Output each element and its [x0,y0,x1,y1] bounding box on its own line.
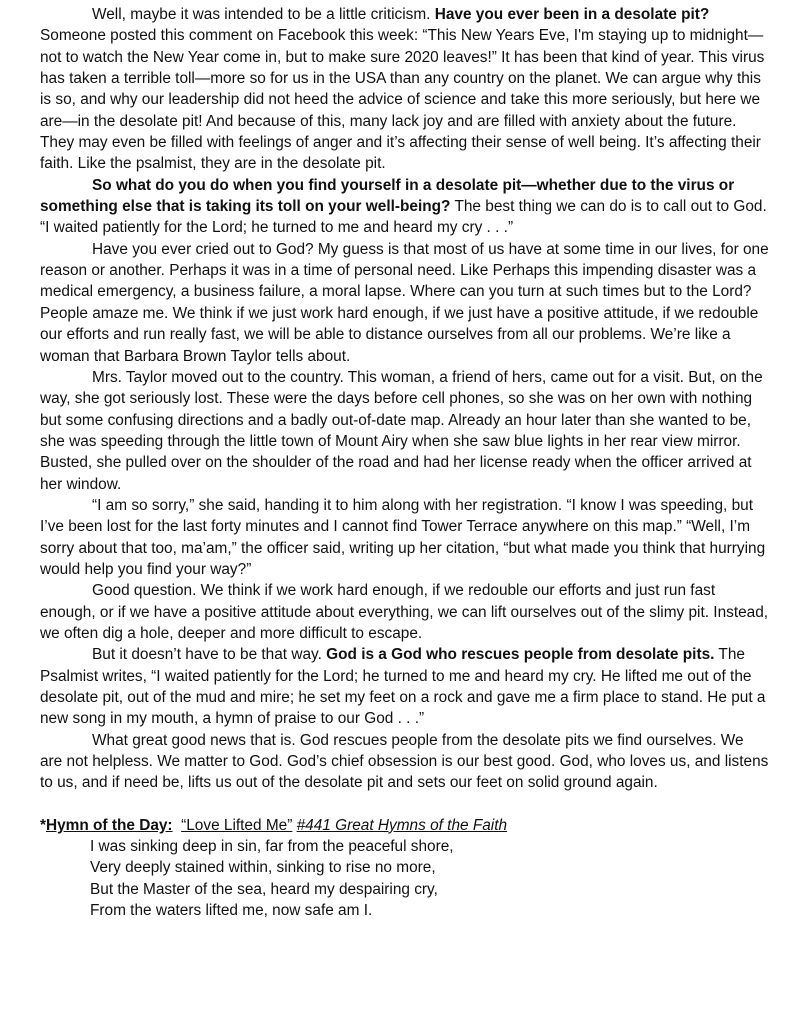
hymn-star: * [40,816,46,834]
paragraph-7 [40,644,770,729]
document-page [40,4,770,921]
text-segment: But it doesn’t have to be that way. [92,646,327,664]
paragraph-1 [40,4,770,175]
text-segment: Mrs. Taylor moved out to the country. This woman, a friend of hers, came out for a visit. But, on the way, she got seriously lost. These were the days before cell phones, so she was on her own with nothing but some confusing directions and a badly out-of-date map. Already an hour later than she wanted to be, she was speeding through the little town of Mount Airy when she saw blue lights in her rear view mirror. Busted, she pulled over on the shoulder of the road and had her license ready when the officer arrived at her window. [40,368,763,493]
text-segment: “I am so sorry,” she said, handing it to him along with her registration. “I know I was speeding, but I’ve been lost for the last forty minutes and I cannot find Tower Terrace anywhere on this map.” “Well, I’m sorry about that too, ma’am,” the officer said, writing up her citation, “but what made you think that hurrying would help you find your way?” [40,496,766,578]
paragraph-5 [40,495,770,580]
hymn-line-1: I was sinking deep in sin, far from the peaceful shore, [90,838,454,856]
section-gap [40,794,770,815]
paragraph-8 [40,730,770,794]
text-segment: The best thing we can do is to call out to God. “I waited patiently for the Lord; he turned to me and heard my cry . . .” [40,198,767,237]
hymn-title: “Love Lifted Me” [181,816,293,834]
text-segment: Good question. We think if we work hard enough, if we redouble our efforts and just run fast enough, or if we have a positive attitude about everything, we can lift ourselves out of the slimy pit. Instead, we often dig a hole, deeper and more difficult to escape. [40,582,769,642]
text-segment: Someone posted this comment on Facebook this week: “This New Years Eve, I'm staying up to midnight—not to watch the New Year come in, but to make sure 2020 leaves!” It has been that kind of year. This virus has taken a terrible toll—more so for us in the USA than any country on the planet. We can argue why this is so, and why our leadership did not heed the advice of science and take this more seriously, but here we are—in the desolate pit! And because of this, many lack joy and are filled with anxiety about the future. They may even be filled with feelings of anger and it’s affecting their sense of well being. It’s affecting their faith. Like the psalmist, they are in the desolate pit. [40,27,765,173]
hymn-line-4: From the waters lifted me, now safe am I. [90,902,373,920]
text-segment: The Psalmist writes, “I waited patiently for the Lord; he turned to me and heard my cry. He lifted me out of the desolate pit, out of the mud and mire; he set my feet on a rock and gave me a firm place to stand. He put a new song in my mouth, a hymn of praise to our God . . .” [40,646,766,728]
paragraph-4 [40,367,770,495]
hymn-label: Hymn of the Day: [46,816,173,834]
paragraph-3 [40,239,770,367]
hymn-line-2: Very deeply stained within, sinking to rise no more, [90,859,436,877]
bold-question: Have you ever been in a desolate pit? [434,6,710,23]
text-segment: Well, maybe it was intended to be a little criticism. [92,6,435,23]
hymn-line-3: But the Master of the sea, heard my despairing cry, [90,880,438,898]
bold-statement: God is a God who rescues people from desolate pits. [326,646,715,664]
hymn-heading [40,815,770,836]
text-segment: Have you ever cried out to God? My guess is that most of us have at some time in our lives, for one reason or another. Perhaps it was in a time of personal need. Like Perhaps this impending disaster was a medical emergency, a business failure, a moral lapse. Where can you turn at such times but to the Lord? People amaze me. We think if we just work hard enough, if we just have a positive attitude, if we redouble our efforts and run really fast, we will be able to distance ourselves from all our problems. We’re like a woman that Barbara Brown Taylor tells about. [40,240,769,365]
hymn-number-book: #441 Great Hymns of the Faith [296,816,508,834]
paragraph-6 [40,580,770,644]
text-segment: What great good news that is. God rescues people from the desolate pits we find ourselves. We are not helpless. We matter to God. God’s chief obsession is our best good. God, who loves us, and listens to us, and if need be, lifts us out of the desolate pit and sets our feet on solid ground again. [40,731,769,792]
paragraph-2 [40,175,770,239]
bold-question: So what do you do when you find yourself in a desolate pit—whether due to the virus or something else that is taking its toll on your well-being? [40,176,735,216]
